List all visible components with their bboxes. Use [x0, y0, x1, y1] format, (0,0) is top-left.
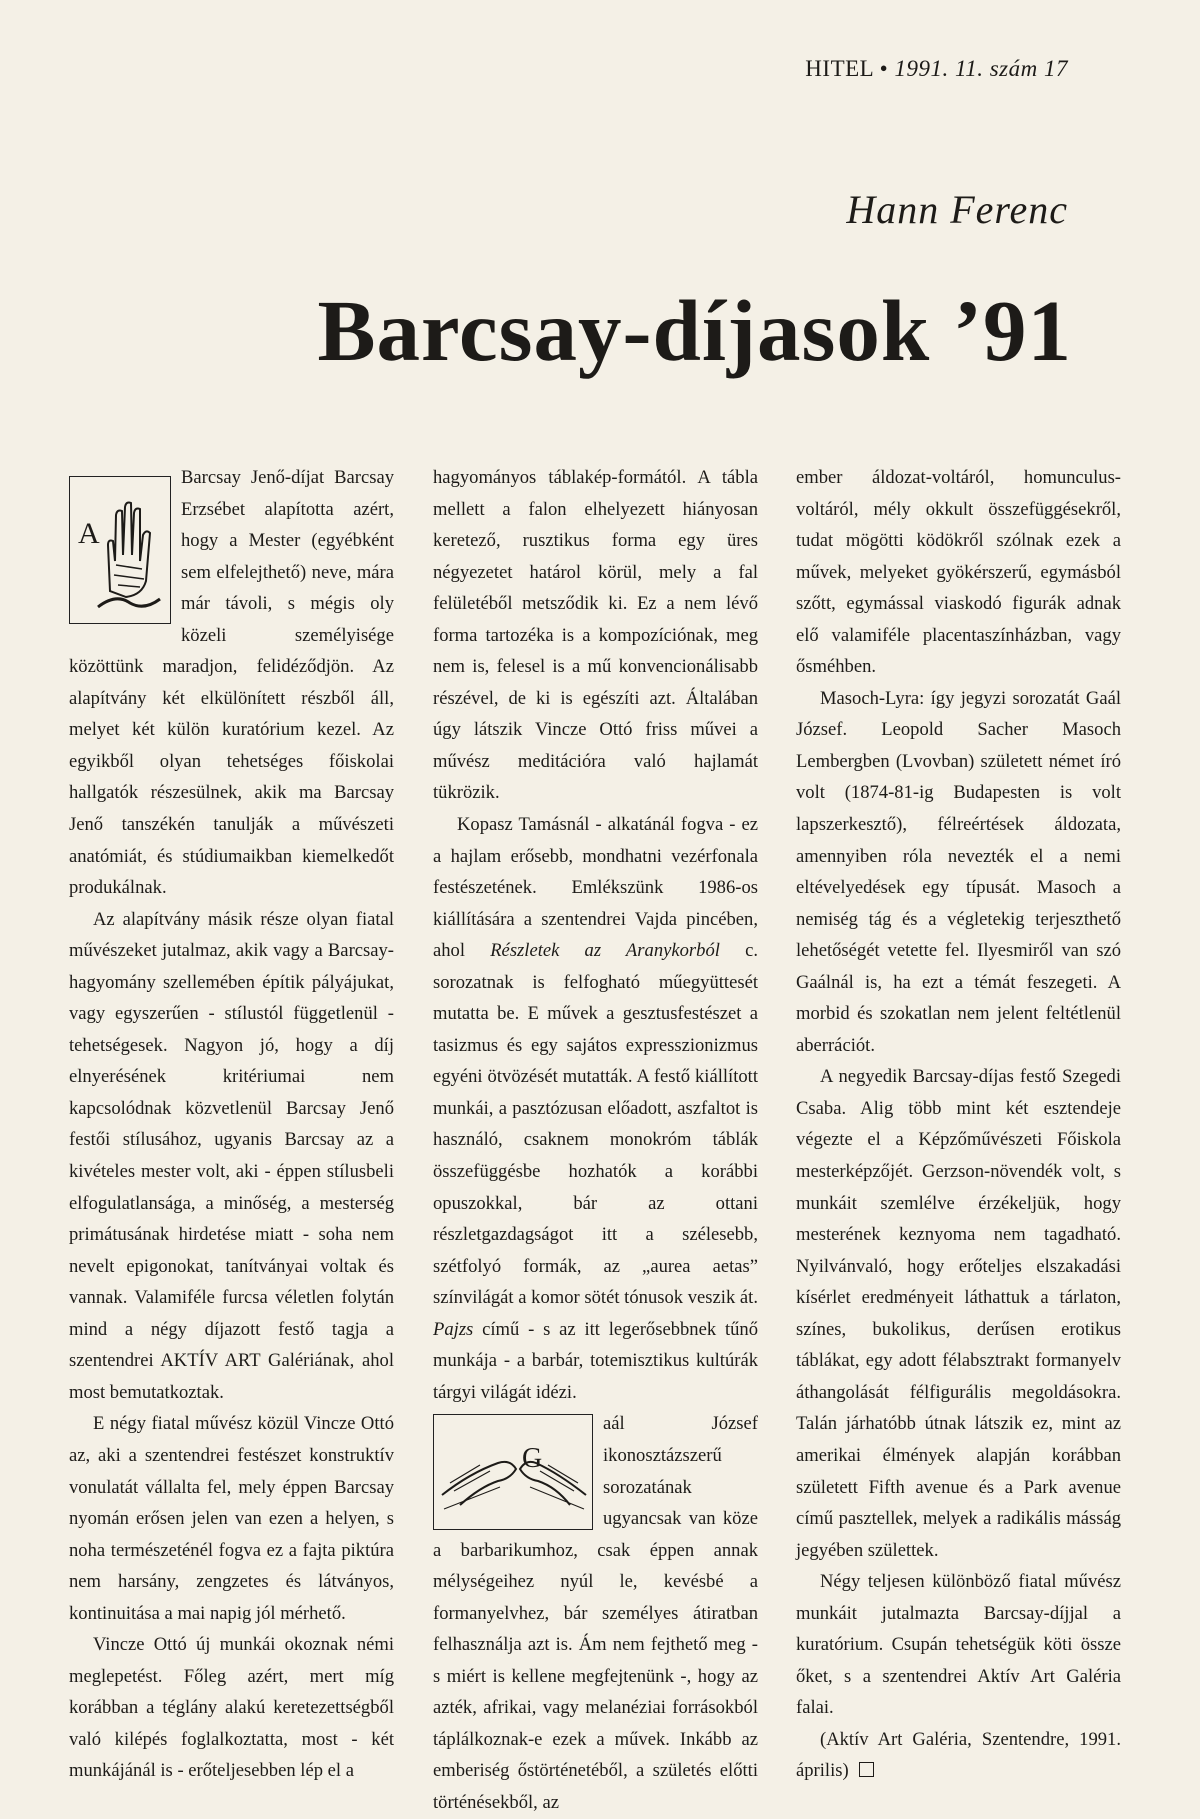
initial-a-box — [69, 476, 171, 624]
source-note — [796, 1724, 1121, 1787]
text-column-3 — [796, 462, 1121, 1787]
initial-letter-a: A — [78, 517, 100, 550]
article-title: Barcsay-díjasok ’91 — [317, 282, 1072, 379]
initial-letter-g: G — [522, 1443, 543, 1475]
text-span: c. sorozatnak is felfogható műegyüttesét mutatta be. E művek a gesztusfestészet a tasizmus és egy sajátos expresszionizmus egyéni ötvözését mutatták. A festő kiállított munkái, a pasztózusan előadott, aszfaltot is használó, csaknem monokróm táblák összefüggésbe hozhatók a korábbi opuszokkal, bár az ottani részletgazdagságot itt a szélesebb, szétfolyó formák, az „aurea aetas” színvilágát a komor sötét tónusok veszik át. — [433, 940, 758, 1309]
hand-illustration-icon — [96, 495, 162, 613]
issue-label: 1991. 11. szám — [894, 56, 1038, 81]
text-column-1 — [69, 462, 394, 1787]
paragraph: Az alapítvány másik része olyan fiatal művészeket jutalmaz, akik vagy a Barcsay-hagyomány szellemében építik pályájukat, vagy egyszerűen - stílustól függetlenül - tehetségesek. Nagyon jó, hogy a díj elnyerésének kritériumai nem kapcsolódnak közvetlenül Barcsay Jenő festői stílusához, ugyanis Barcsay az a kivételes mester volt, aki - éppen stílusbeli elfogulatlansága, a minőség, a mesterség primátusának hirdetése miatt - soha nem nevelt epigonokat, tanítványai voltak és vannak. Valamiféle furcsa véletlen folytán mind a négy díjazott festő tagja a szentendrei AKTÍV ART Galériának, ahol most bemutatkoztak. — [69, 908, 394, 1403]
paragraph: Masoch-Lyra: így jegyzi sorozatát Gaál József. Leopold Sacher Masoch Lembergben (Lvovban) született német író volt (1874-81-ig Budapesten is volt lapszerkesztő), félreértések áldozata, amennyiben róla nevezték el a nemi eltévelyedések egy típusát. Masoch a nemiség tág és a végletekig terjeszthető lehetőségét vetette fel. Ilyesmiről van szó Gaálnál is, ha ezt a témát feszegeti. A morbid és szokatlan nem jelent feltétlenül aberrációt. — [796, 687, 1121, 1056]
paragraph: Barcsay Jenő-díjat Barcsay Erzsébet alapította azért, hogy a Mester (egyébként sem elfelejthető) neve, mára már távoli, s mégis oly közeli személyisége közöttünk maradjon, felidéződjön. Az alapítvány két elkülönített részből áll, melyet két külön kuratórium kezel. Az egyikből olyan tehetséges főiskolai hallgatók részesülnek, akik ma Barcsay Jenő tanszékén tanulják a művészeti anatómiát, és stúdiumaikban kiemelkedőt produkálnak. — [69, 467, 394, 899]
running-head — [805, 56, 1068, 82]
bullet: • — [879, 56, 889, 81]
paragraph: Vincze Ottó új munkái okoznak némi meglepetést. Főleg azért, mert míg korábban a téglány alakú keretezettségből való kilépés foglalkoztatta, most - két munkájánál is - erőteljesebben lép el a — [69, 1634, 394, 1782]
journal-name: HITEL — [805, 56, 874, 81]
paragraph: ember áldozat-voltáról, homunculus-voltáról, mély okkult összefüggésekről, tudat mögötti ködökről szólnak ezek a művek, melyeket gyökérszerű, egymásból szőtt, egymással viaskodó figurák adnak elő valamiféle placentaszínházban, vagy ősméhben. — [796, 467, 1121, 678]
work-title: Pajzs — [433, 1318, 474, 1340]
paragraph: A negyedik Barcsay-díjas festő Szegedi Csaba. Alig több mint két esztendeje végezte el a Képzőművészeti Főiskola mesterképzőjét. Gerzson-növendék volt, s munkáit szemlélve érzékeljük, hogy mesterének keznyoma nem tagadható. Nyilvánvaló, hogy erőteljes elszakadási kísérlet eredményeit láthattuk a tárlaton, színes, bukolikus, derűsen erotikus táblákat, egy adott félabsztrakt formanyelv áthangolását félfigurális megoldásokra. Talán járhatóbb útnak látszik ez, mint az amerikai élmények alapján korábban született Fifth avenue és a Park avenue című pasztellek, melyek a radikális másság jegyében születtek. — [796, 1066, 1121, 1561]
paragraph: Négy teljesen különböző fiatal művész munkáit jutalmazta Barcsay-díjjal a kuratórium. Csupán tehetségük köti össze őket, s a szentendrei Aktív Art Galéria falai. — [796, 1571, 1121, 1719]
text-column-2 — [433, 462, 758, 1819]
hands-illustration-icon — [440, 1425, 588, 1521]
source-text: (Aktív Art Galéria, Szentendre, 1991. április) — [796, 1728, 1121, 1782]
article-author: Hann Ferenc — [846, 187, 1068, 232]
work-title: Részletek az Aranykorból — [490, 940, 720, 962]
text-span: Kopasz Tamásnál - alkatánál fogva - ez a hajlam erősebb, mondhatni vezérfonala festészetének. Emlékszünk 1986-os kiállítására a szentendrei Vajda pincében, ahol — [433, 814, 758, 962]
paragraph — [433, 809, 758, 1408]
paragraph: hagyományos táblakép-formától. A tábla mellett a falon elhelyezett hiányosan keretező, rusztikus forma egy üres négyezetet határol körül, mely a fal felületéből metsződik ki. Ez a nem lévő forma tartozéka is a kompozíciónak, meg nem is, felesel is a mű konvencionálisabb részével, de ki is egészíti azt. Általában úgy látszik Vincze Ottó friss művei a művész meditációra való hajlamát tükrözik. — [433, 467, 758, 804]
end-mark-icon — [859, 1762, 874, 1777]
text-span: című - s az itt legerősebbnek tűnő munkája - a barbár, totemisztikus kultúrák tárgyi világát idézi. — [433, 1318, 758, 1403]
paragraph: aál József ikonosztázszerű sorozatának ugyancsak van köze a barbarikumhoz, csak éppen annak mélységeihez nyúl le, kevésbé a formanyelvhez, bár személyes átiratban felhasználja azt is. Ám nem fejthető meg - s miért is kellene megfejtenünk -, hogy az azték, afrikai, vagy melanéziai forrásokból táplálkoznak-e ezek a művek. Inkább az emberiség őstörténetéből, a születés előtti történésekből, az — [433, 1413, 758, 1813]
initial-g-box — [433, 1414, 593, 1530]
paragraph: E négy fiatal művész közül Vincze Ottó az, aki a szentendrei festészet konstruktív vonulatát vállalta fel, mely éppen Barcsay nyomán erősen jelen van ezen a helyen, s noha természeténél fogva ez a fajta piktúra nem harsány, zengzetes és látványos, kontinuitása a mai napig jól mérhető. — [69, 1413, 394, 1624]
page-number: 17 — [1044, 56, 1068, 81]
